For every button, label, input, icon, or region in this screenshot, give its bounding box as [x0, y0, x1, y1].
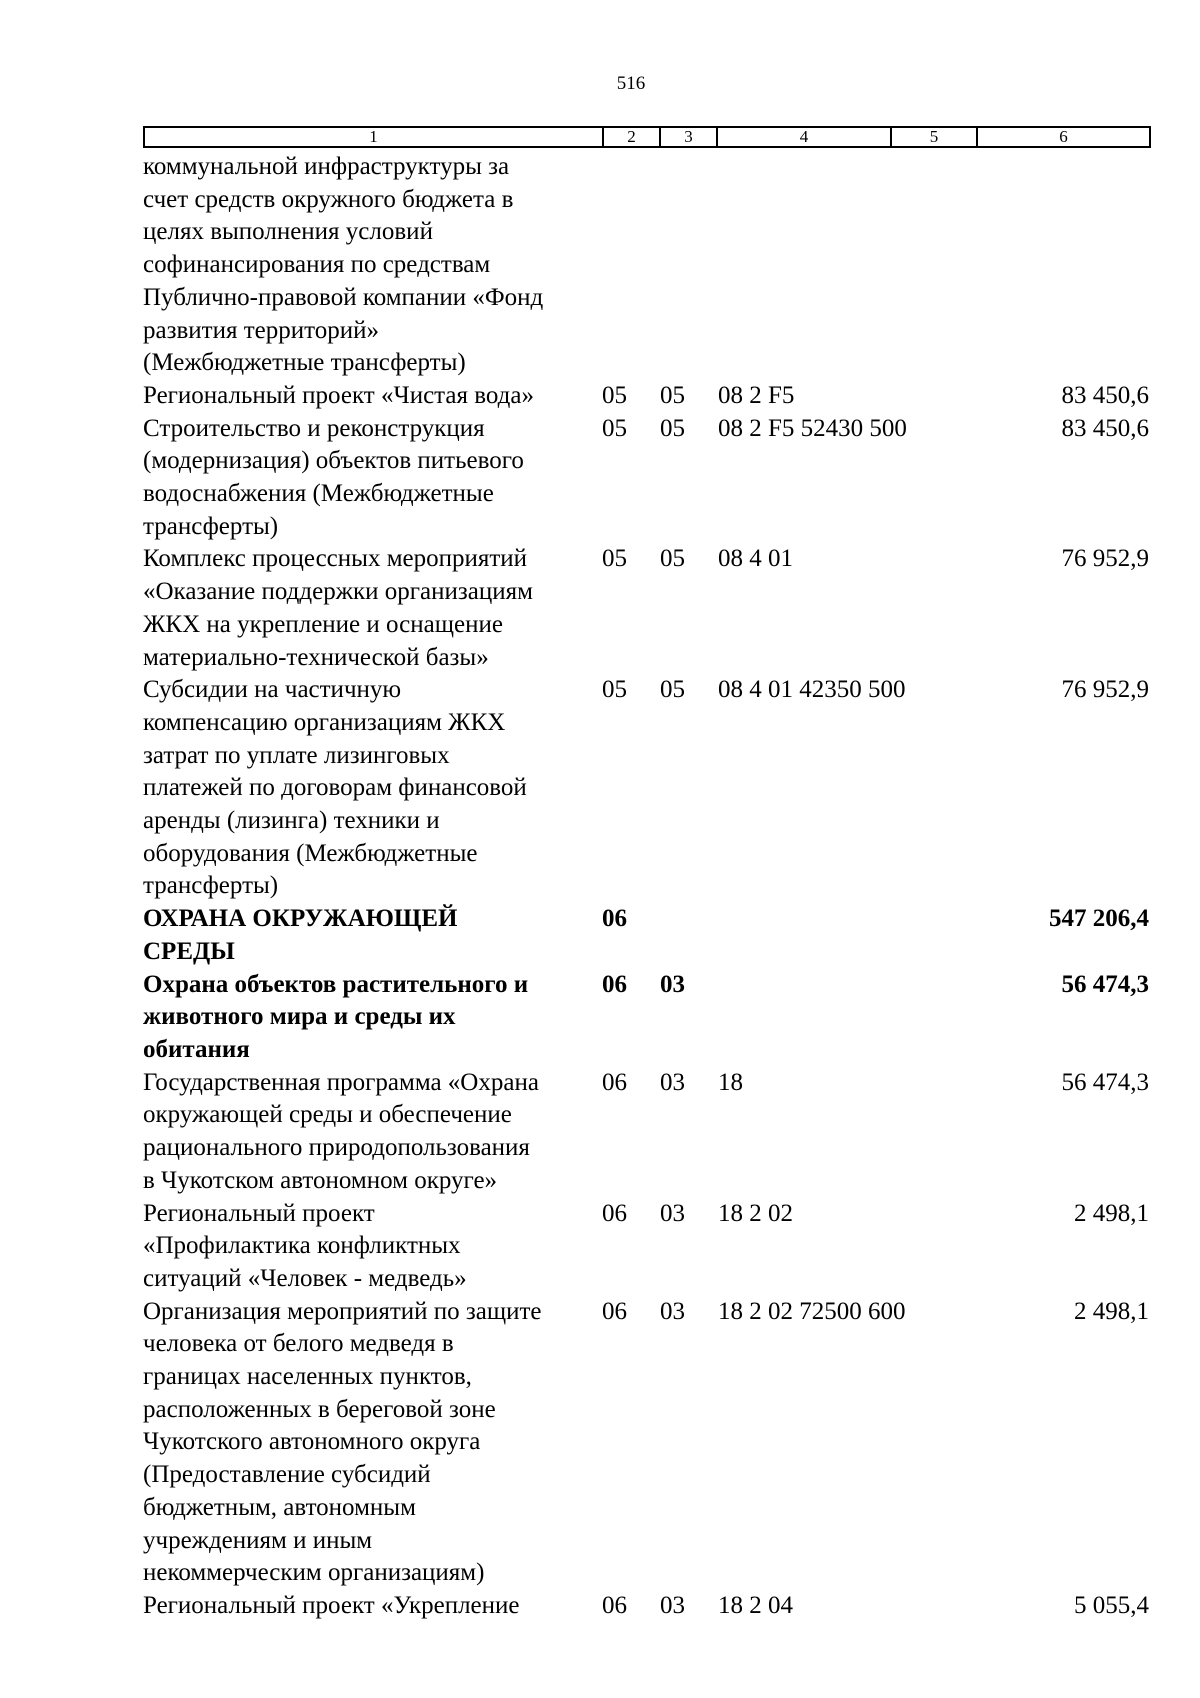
row-name-line: Комплекс процессных мероприятий	[143, 545, 528, 573]
row-subsection-code: 05	[660, 381, 685, 409]
budget-row	[143, 674, 1149, 903]
row-name	[143, 1067, 602, 1198]
row-target-code: 18 2 04	[718, 1591, 793, 1619]
budget-row	[143, 413, 1149, 544]
column-header-row	[144, 127, 1150, 147]
row-name-line: водоснабжения (Межбюджетные	[143, 480, 494, 508]
row-name-line: Организация мероприятий по защите	[143, 1297, 542, 1325]
row-name-line: ОХРАНА ОКРУЖАЮЩЕЙ	[143, 905, 458, 933]
row-name-line: развития территорий»	[143, 316, 379, 344]
row-subsection-code: 03	[660, 1199, 685, 1227]
budget-row	[143, 969, 1149, 1067]
budget-row	[143, 903, 1149, 968]
budget-rows	[143, 151, 1149, 1623]
row-name-line: «Профилактика конфликтных	[143, 1232, 461, 1260]
row-name-line: ЖКХ на укрепление и оснащение	[143, 610, 503, 638]
row-target-code: 08 2 F5 52430 500	[718, 414, 907, 442]
row-name-line: коммунальной инфраструктуры за	[143, 153, 510, 180]
row-target-code	[718, 903, 978, 968]
row-name-line: рационального природопользования	[143, 1134, 530, 1162]
budget-row	[143, 543, 1149, 674]
row-section-code: 06	[602, 1297, 627, 1325]
row-name	[143, 969, 602, 1067]
row-name-line: (Предоставление субсидий	[143, 1461, 431, 1489]
row-section-code: 06	[602, 1591, 627, 1619]
row-amount: 83 450,6	[1061, 381, 1149, 409]
row-target-code: 08 4 01	[718, 545, 793, 573]
budget-row	[143, 1590, 1149, 1623]
page-number: 516	[616, 73, 646, 94]
row-name-line: человека от белого медведя в	[143, 1330, 454, 1358]
row-name-line: в Чукотском автономном округе»	[143, 1166, 498, 1194]
row-name-line: целях выполнения условий	[143, 218, 433, 246]
column-header-5: 5	[891, 127, 977, 147]
row-name-line: затрат по уплате лизинговых	[143, 741, 450, 769]
row-section-code: 06	[602, 970, 627, 998]
column-header-2: 2	[603, 127, 660, 147]
row-section-code: 05	[602, 381, 627, 409]
row-subsection-code	[660, 903, 718, 968]
row-amount: 2 498,1	[1074, 1199, 1149, 1227]
row-name-line: учреждениям и иным	[143, 1526, 373, 1554]
row-target-code: 18	[718, 1068, 743, 1096]
row-name	[143, 543, 602, 674]
row-name-line: компенсацию организациям ЖКХ	[143, 708, 506, 736]
row-name-line: некоммерческим организациям)	[143, 1559, 485, 1587]
row-subsection-code: 03	[660, 1297, 685, 1325]
row-name-line: Региональный проект	[143, 1199, 375, 1227]
row-subsection-code: 05	[660, 414, 685, 442]
row-target-code: 08 2 F5	[718, 381, 795, 409]
row-name-line: Региональный проект «Укрепление	[143, 1591, 520, 1619]
column-header-table	[143, 126, 1151, 148]
row-name-line: Строительство и реконструкция	[143, 414, 485, 442]
row-name-line: (Межбюджетные трансферты)	[143, 349, 466, 377]
column-header-6: 6	[977, 127, 1150, 147]
budget-row	[143, 1067, 1149, 1198]
row-name-line: ситуаций «Человек - медведь»	[143, 1264, 467, 1292]
row-name-line: счет средств окружного бюджета в	[143, 185, 514, 213]
row-target-code: 08 4 01 42350 500	[718, 676, 906, 704]
row-name-line: Субсидии на частичную	[143, 676, 402, 704]
row-name-line: Чукотского автономного округа	[143, 1428, 481, 1456]
row-name	[143, 1590, 602, 1623]
row-name-line: Публично-правовой компании «Фонд	[143, 283, 544, 311]
budget-row	[143, 151, 1149, 380]
row-name-line: окружающей среды и обеспечение	[143, 1101, 512, 1129]
row-name	[143, 903, 602, 968]
budget-row	[143, 380, 1149, 413]
row-section-code: 06	[602, 905, 627, 933]
row-name-line: оборудования (Межбюджетные	[143, 839, 478, 867]
row-name	[143, 151, 602, 380]
budget-row	[143, 1198, 1149, 1296]
row-name-line: материально-технической базы»	[143, 643, 489, 671]
row-name	[143, 380, 602, 413]
row-amount: 56 474,3	[1061, 970, 1149, 998]
row-amount: 547 206,4	[1049, 905, 1149, 933]
column-header-3: 3	[660, 127, 717, 147]
row-name-line: границах населенных пунктов,	[143, 1363, 472, 1391]
row-amount: 2 498,1	[1074, 1297, 1149, 1325]
row-subsection-code: 05	[660, 545, 685, 573]
row-name	[143, 413, 602, 544]
row-name-line: «Оказание поддержки организациям	[143, 578, 533, 606]
row-section-code: 05	[602, 545, 627, 573]
row-name-line: Региональный проект «Чистая вода»	[143, 381, 534, 409]
row-subsection-code: 03	[660, 970, 685, 998]
row-section-code: 05	[602, 414, 627, 442]
row-name-line: трансферты)	[143, 512, 279, 540]
row-section-code: 05	[602, 676, 627, 704]
column-header-1: 1	[144, 127, 603, 147]
row-subsection-code: 03	[660, 1068, 685, 1096]
row-target-code: 18 2 02 72500 600	[718, 1297, 906, 1325]
row-name-line: СРЕДЫ	[143, 937, 235, 965]
row-name	[143, 1198, 602, 1296]
row-subsection-code	[660, 151, 718, 380]
row-name-line: (модернизация) объектов питьевого	[143, 447, 524, 475]
row-name-line: платежей по договорам финансовой	[143, 774, 527, 802]
row-target-code	[718, 969, 978, 1067]
row-name-line: Государственная программа «Охрана	[143, 1068, 539, 1096]
column-header-4: 4	[717, 127, 891, 147]
row-target-code: 18 2 02	[718, 1199, 793, 1227]
row-section-code: 06	[602, 1068, 627, 1096]
row-name-line: животного мира и среды их	[143, 1003, 456, 1031]
row-amount: 56 474,3	[1061, 1068, 1149, 1096]
row-target-code	[718, 151, 978, 380]
row-amount: 76 952,9	[1061, 676, 1149, 704]
budget-row	[143, 1296, 1149, 1590]
row-name-line: расположенных в береговой зоне	[143, 1395, 496, 1423]
row-name	[143, 1296, 602, 1590]
row-name-line: Охрана объектов растительного и	[143, 970, 529, 998]
row-name-line: софинансирования по средствам	[143, 251, 491, 279]
row-amount	[978, 151, 1149, 380]
row-section-code	[602, 151, 660, 380]
row-name-line: аренды (лизинга) техники и	[143, 807, 440, 835]
row-amount: 5 055,4	[1074, 1591, 1149, 1619]
row-subsection-code: 05	[660, 676, 685, 704]
row-name-line: трансферты)	[143, 872, 279, 900]
row-name-line: обитания	[143, 1035, 250, 1063]
row-name	[143, 674, 602, 903]
row-amount: 76 952,9	[1061, 545, 1149, 573]
row-name-line: бюджетным, автономным	[143, 1493, 416, 1521]
row-subsection-code: 03	[660, 1591, 685, 1619]
row-section-code: 06	[602, 1199, 627, 1227]
row-amount: 83 450,6	[1061, 414, 1149, 442]
